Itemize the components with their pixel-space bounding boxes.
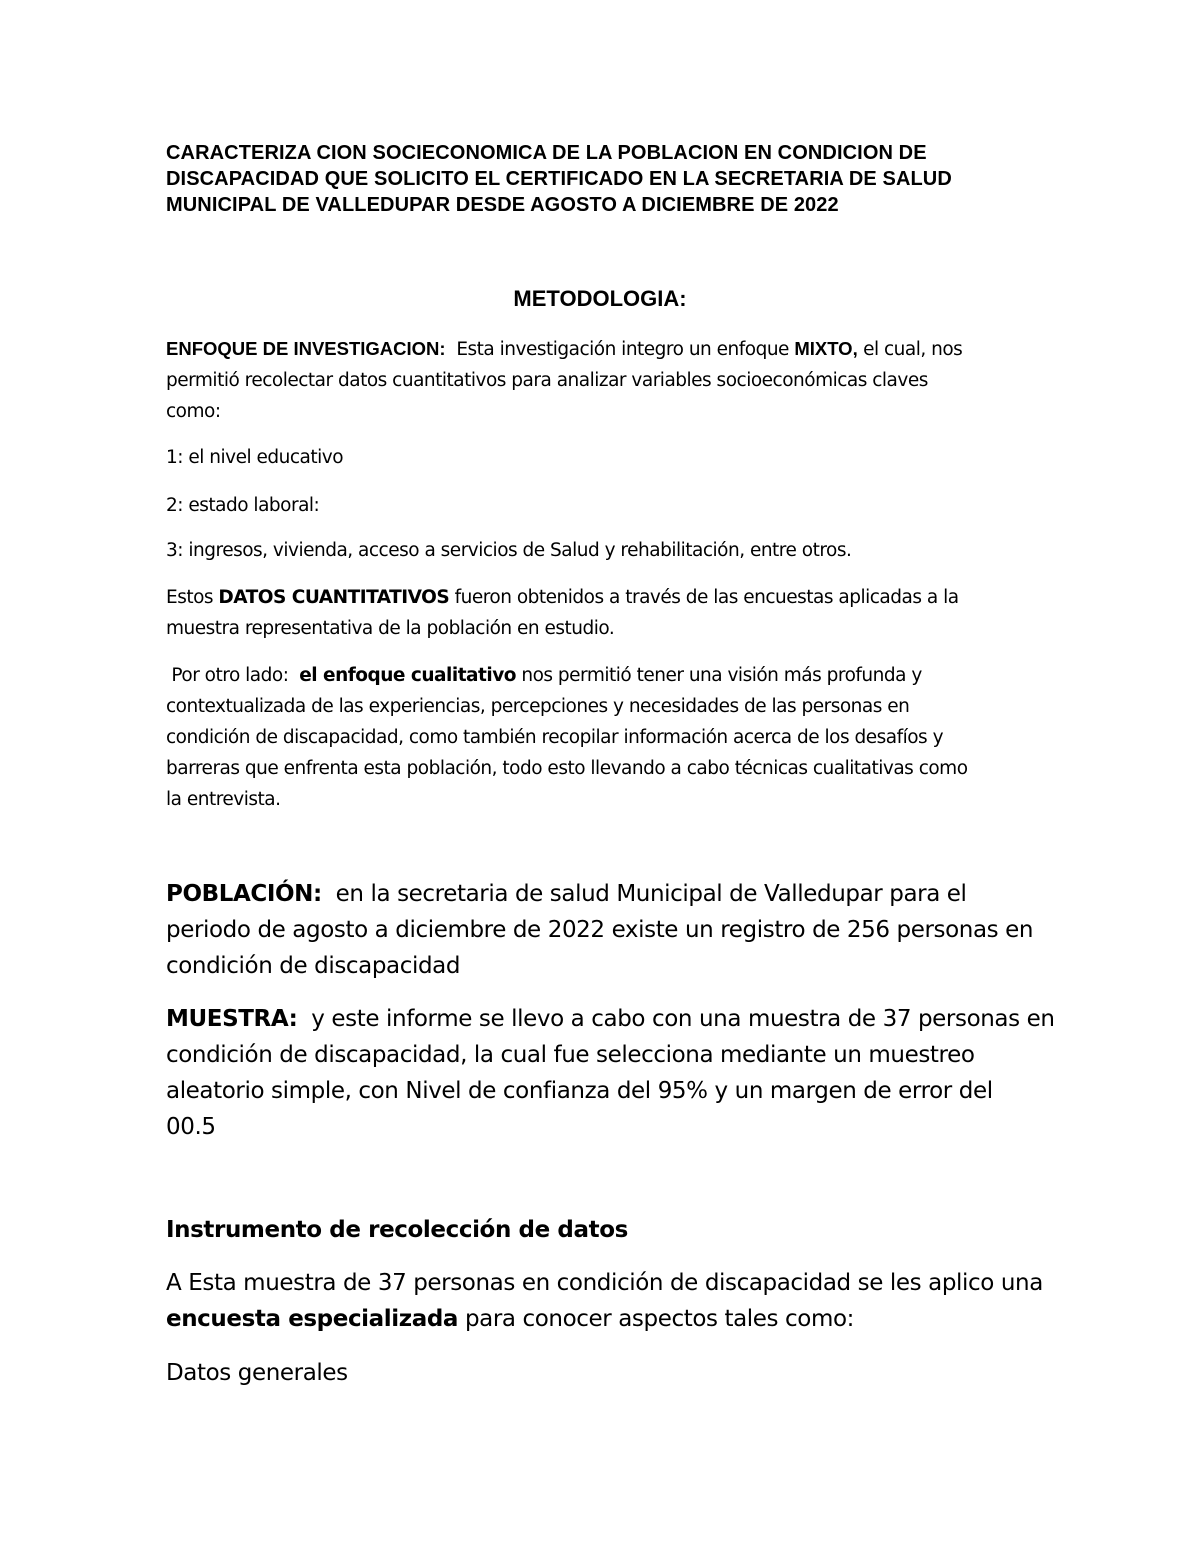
poblacion-line-3: condición de discapacidad (166, 953, 461, 979)
paragraph-enfoque (166, 333, 1046, 427)
cualitativo-line-4: barreras que enfrenta esta población, todo esto llevando a cabo técnicas cualitativas como (166, 758, 968, 779)
poblacion-text-a: en la secretaria de salud Municipal de Valledupar para el (321, 881, 967, 907)
enfoque-line-2: permitió recolectar datos cuantitativos para analizar variables socioeconómicas claves (166, 370, 928, 391)
datos-generales: Datos generales (166, 1360, 348, 1386)
list-item-2: 2: estado laboral: (166, 495, 320, 516)
title-line-1: CARACTERIZA CION SOCIECONOMICA DE LA POBLACION EN CONDICION DE (166, 142, 927, 164)
enfoque-text-b: el cual, nos (857, 339, 963, 360)
cuantitativos-text-b: fueron obtenidos a través de las encuestas aplicadas a la (449, 587, 959, 608)
paragraph-poblacion (166, 876, 1046, 984)
instrumento-bold: encuesta especializada (166, 1306, 459, 1332)
cuantitativos-bold: DATOS CUANTITATIVOS (218, 587, 450, 608)
enfoque-bold-word: MIXTO, (794, 338, 858, 359)
enfoque-label: ENFOQUE DE INVESTIGACION: (166, 338, 446, 359)
cualitativo-line-5: la entrevista. (166, 789, 281, 810)
instrumento-text-b: para conocer aspectos tales como: (458, 1306, 854, 1332)
section-heading-metodologia: METODOLOGIA: (513, 286, 687, 311)
muestra-line-2: condición de discapacidad, la cual fue selecciona mediante un muestreo (166, 1042, 975, 1068)
muestra-label: MUESTRA: (166, 1006, 298, 1032)
instrumento-line-1: A Esta muestra de 37 personas en condición de discapacidad se les aplico una (166, 1270, 1043, 1296)
list-item-1: 1: el nivel educativo (166, 447, 344, 468)
enfoque-text-a: Esta investigación integro un enfoque (445, 339, 795, 360)
paragraph-cualitativo (166, 660, 1046, 815)
title-line-2: DISCAPACIDAD QUE SOLICITO EL CERTIFICADO EN LA SECRETARIA DE SALUD (166, 168, 952, 190)
paragraph-muestra (166, 1001, 1055, 1145)
paragraph-cuantitativos (166, 582, 1046, 644)
poblacion-line-2: periodo de agosto a diciembre de 2022 existe un registro de 256 personas en (166, 917, 1034, 943)
poblacion-label: POBLACIÓN: (166, 881, 322, 907)
title-line-3: MUNICIPAL DE VALLEDUPAR DESDE AGOSTO A DICIEMBRE DE 2022 (166, 194, 839, 216)
cualitativo-text-b: nos permitió tener una visión más profunda y (515, 665, 922, 686)
list-item-3: 3: ingresos, vivienda, acceso a servicios de Salud y rehabilitación, entre otros. (166, 540, 852, 561)
muestra-line-3: aleatorio simple, con Nivel de confianza del 95% y un margen de error del (166, 1078, 993, 1104)
cualitativo-bold: el enfoque cualitativo (299, 665, 516, 686)
cualitativo-line-2: contextualizada de las experiencias, percepciones y necesidades de las personas en (166, 696, 910, 717)
cuantitativos-line-2: muestra representativa de la población en estudio. (166, 618, 615, 639)
muestra-text-a: y este informe se llevo a cabo con una muestra de 37 personas en (297, 1006, 1055, 1032)
instrumento-heading: Instrumento de recolección de datos (166, 1217, 628, 1243)
cuantitativos-text-a: Estos (166, 587, 219, 608)
document-title (166, 140, 1046, 218)
paragraph-instrumento (166, 1265, 1046, 1337)
cualitativo-line-3: condición de discapacidad, como también recopilar información acerca de los desafíos y (166, 727, 944, 748)
enfoque-line-3: como: (166, 401, 221, 422)
muestra-line-4: 00.5 (166, 1114, 216, 1140)
cualitativo-text-a: Por otro lado: (166, 665, 300, 686)
